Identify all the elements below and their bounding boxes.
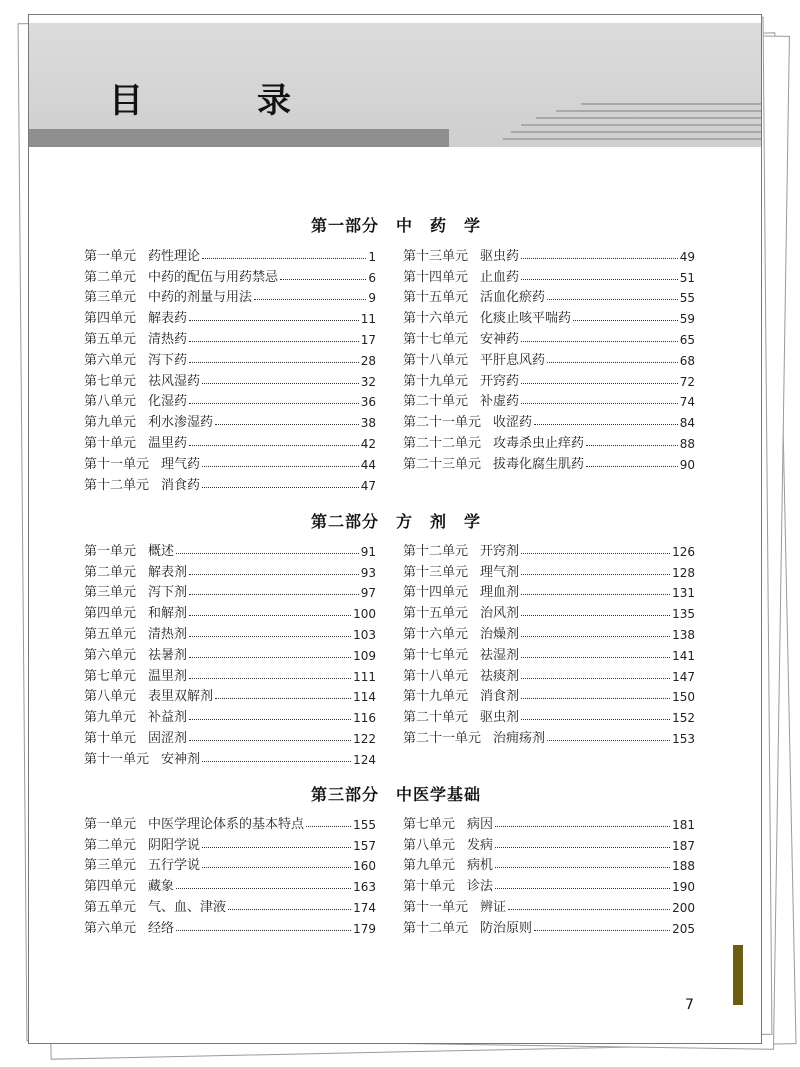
part-title: 第二部分 方 剂 学 <box>310 512 481 531</box>
toc-entry <box>84 704 376 725</box>
toc-entry-title: 消食剂 <box>480 689 520 705</box>
toc-unit: 第五单元 <box>84 331 137 347</box>
toc-leader-dots <box>189 740 351 741</box>
toc-entry <box>84 853 376 874</box>
toc-entry-title: 攻毒杀虫止痒药 <box>493 435 585 451</box>
toc-entry-title: 平肝息风药 <box>480 352 546 368</box>
toc-page-number: 181 <box>672 817 695 832</box>
toc-leader-dots <box>202 867 351 868</box>
toc-unit: 第十三单元 <box>403 564 469 580</box>
part-title: 第一部分 中 药 学 <box>310 216 481 235</box>
toc-entry <box>84 811 376 832</box>
toc-entry <box>84 243 376 264</box>
toc-page-number: 103 <box>353 627 376 642</box>
toc-leader-dots <box>215 424 359 425</box>
toc-unit: 第十五单元 <box>403 606 469 622</box>
toc-page-number: 1 <box>368 249 376 264</box>
toc-unit: 第九单元 <box>403 858 456 874</box>
toc-entry <box>403 559 695 580</box>
toc-unit: 第十五单元 <box>403 290 469 306</box>
toc-leader-dots <box>521 657 670 658</box>
toc-entry-title: 病因 <box>467 816 494 832</box>
toc-leader-dots <box>189 657 351 658</box>
toc-page-number: 128 <box>672 565 695 580</box>
toc-leader-dots <box>521 574 670 575</box>
toc-page <box>28 14 762 1044</box>
toc-entry <box>403 915 695 936</box>
toc-unit: 第六单元 <box>84 647 137 663</box>
toc-entry <box>84 451 376 472</box>
toc-entry <box>403 873 695 894</box>
toc-unit: 第十单元 <box>403 879 456 895</box>
toc-unit: 第八单元 <box>84 394 137 410</box>
toc-entry <box>403 368 695 389</box>
toc-unit: 第十九单元 <box>403 689 469 705</box>
toc-entry-title: 解表剂 <box>148 564 188 580</box>
toc-entry-title: 气、血、津液 <box>148 899 227 915</box>
toc-entry-title: 和解剂 <box>148 606 188 622</box>
toc-unit: 第一单元 <box>84 816 137 832</box>
toc-entry-title: 祛痰剂 <box>480 668 520 684</box>
toc-entry-title: 诊法 <box>467 879 494 895</box>
toc-unit: 第二十单元 <box>403 394 469 410</box>
toc-leader-dots <box>495 867 670 868</box>
toc-leader-dots <box>521 279 678 280</box>
toc-entry <box>403 684 695 705</box>
toc-leader-dots <box>254 299 366 300</box>
toc-page-number: 163 <box>353 880 376 895</box>
toc-entry <box>403 430 695 451</box>
toc-unit: 第九单元 <box>84 710 137 726</box>
toc-entry <box>403 409 695 430</box>
toc-entry <box>403 264 695 285</box>
toc-entry-title: 安神药 <box>480 331 520 347</box>
toc-unit: 第一单元 <box>84 543 137 559</box>
toc-entry <box>84 621 376 642</box>
toc-page-number: 155 <box>353 817 376 832</box>
toc-entry-title: 防治原则 <box>480 920 533 936</box>
toc-column-right <box>403 538 695 746</box>
toc-leader-dots <box>508 909 670 910</box>
header-stripes <box>501 103 761 143</box>
toc-entry-title: 表里双解剂 <box>148 689 214 705</box>
toc-entry-title: 活血化瘀药 <box>480 290 546 306</box>
toc-unit: 第二十三单元 <box>403 456 482 472</box>
toc-unit: 第七单元 <box>403 816 456 832</box>
toc-page-number: 11 <box>360 312 376 327</box>
toc-leader-dots <box>189 594 359 595</box>
toc-column-left <box>84 243 376 493</box>
toc-unit: 第四单元 <box>84 879 137 895</box>
toc-leader-dots <box>521 341 678 342</box>
toc-leader-dots <box>495 826 670 827</box>
toc-page-number: 74 <box>679 395 695 410</box>
header-bar <box>29 129 449 147</box>
toc-page-number: 97 <box>360 586 376 601</box>
toc-entry-title: 化湿药 <box>148 394 188 410</box>
toc-entry-title: 经络 <box>148 920 175 936</box>
toc-leader-dots <box>521 383 678 384</box>
toc-page-number: 187 <box>672 838 695 853</box>
toc-entry-title: 开窍药 <box>480 373 520 389</box>
toc-unit: 第十一单元 <box>403 899 469 915</box>
toc-entry <box>403 305 695 326</box>
toc-leader-dots <box>521 594 670 595</box>
toc-entry <box>403 451 695 472</box>
toc-page-number: 153 <box>672 731 695 746</box>
toc-entry-title: 药性理论 <box>148 248 201 264</box>
toc-entry-title: 收涩药 <box>493 415 533 431</box>
toc-entry <box>403 326 695 347</box>
toc-entry-title: 化痰止咳平喘药 <box>480 311 572 327</box>
toc-column-left <box>84 538 376 767</box>
toc-leader-dots <box>534 930 670 931</box>
toc-entry-title: 中药的剂量与用法 <box>148 290 253 306</box>
toc-page-number: 72 <box>679 374 695 389</box>
toc-page-number: 188 <box>672 859 695 874</box>
toc-unit: 第十一单元 <box>84 456 150 472</box>
toc-column-left <box>84 811 376 936</box>
toc-entry-title: 温里剂 <box>148 668 188 684</box>
toc-entry-title: 阴阳学说 <box>148 837 201 853</box>
toc-entry <box>84 559 376 580</box>
toc-page-number: 141 <box>672 648 695 663</box>
toc-entry <box>403 243 695 264</box>
toc-page-number: 116 <box>353 711 376 726</box>
toc-page-number: 28 <box>360 353 376 368</box>
toc-leader-dots <box>586 445 678 446</box>
toc-unit: 第十单元 <box>84 435 137 451</box>
toc-unit: 第三单元 <box>84 858 137 874</box>
toc-unit: 第二十单元 <box>403 710 469 726</box>
toc-leader-dots <box>189 636 351 637</box>
toc-page-number: 65 <box>679 332 695 347</box>
toc-unit: 第十九单元 <box>403 373 469 389</box>
toc-unit: 第二十一单元 <box>403 730 482 746</box>
toc-entry-title: 治痈疡剂 <box>493 730 546 746</box>
toc-page-number: 160 <box>353 859 376 874</box>
toc-leader-dots <box>521 636 670 637</box>
toc-unit: 第四单元 <box>84 606 137 622</box>
toc-unit: 第十四单元 <box>403 269 469 285</box>
toc-column-right <box>403 811 695 936</box>
toc-page-number: 38 <box>360 416 376 431</box>
toc-entry-title: 温里药 <box>148 435 188 451</box>
toc-unit: 第十单元 <box>84 730 137 746</box>
toc-entry-title: 泻下药 <box>148 352 188 368</box>
toc-leader-dots <box>306 826 351 827</box>
toc-entry <box>84 389 376 410</box>
toc-leader-dots <box>547 299 678 300</box>
toc-entry <box>84 873 376 894</box>
toc-entry <box>84 684 376 705</box>
toc-entry-title: 固涩剂 <box>148 730 188 746</box>
toc-entry-title: 理气剂 <box>480 564 520 580</box>
toc-entry <box>84 915 376 936</box>
toc-leader-dots <box>521 698 670 699</box>
toc-entry-title: 治风剂 <box>480 606 520 622</box>
toc-unit: 第四单元 <box>84 311 137 327</box>
part-title: 第三部分 中医学基础 <box>310 785 481 804</box>
toc-entry <box>84 538 376 559</box>
toc-page-number: 36 <box>360 395 376 410</box>
toc-leader-dots <box>176 930 351 931</box>
toc-unit: 第五单元 <box>84 626 137 642</box>
toc-page-number: 152 <box>672 711 695 726</box>
toc-page-number: 90 <box>679 457 695 472</box>
toc-leader-dots <box>521 678 670 679</box>
toc-page-number: 111 <box>353 669 376 684</box>
toc-entry <box>84 894 376 915</box>
toc-entry <box>84 663 376 684</box>
page-number: 7 <box>685 997 694 1013</box>
toc-page-number: 138 <box>672 627 695 642</box>
toc-entry <box>403 663 695 684</box>
toc-leader-dots <box>228 909 351 910</box>
toc-leader-dots <box>202 761 351 762</box>
toc-leader-dots <box>521 258 678 259</box>
toc-entry-title: 中药的配伍与用药禁忌 <box>148 269 279 285</box>
toc-entry-title: 利水渗湿药 <box>148 415 214 431</box>
toc-page-number: 51 <box>679 270 695 285</box>
toc-entry <box>84 642 376 663</box>
toc-leader-dots <box>176 553 359 554</box>
toc-entry-title: 清热药 <box>148 331 188 347</box>
toc-page-number: 114 <box>353 690 376 705</box>
toc-entry-title: 止血药 <box>480 269 520 285</box>
toc-page-number: 91 <box>360 544 376 559</box>
toc-entry-title: 补虚药 <box>480 394 520 410</box>
toc-leader-dots <box>573 320 678 321</box>
toc-page-number: 179 <box>353 921 376 936</box>
toc-entry <box>84 725 376 746</box>
toc-unit: 第八单元 <box>403 837 456 853</box>
toc-entry <box>403 894 695 915</box>
toc-entry <box>403 285 695 306</box>
toc-entry-title: 五行学说 <box>148 858 201 874</box>
toc-page-number: 47 <box>360 478 376 493</box>
toc-leader-dots <box>521 403 678 404</box>
toc-unit: 第十六单元 <box>403 311 469 327</box>
toc-leader-dots <box>521 719 670 720</box>
toc-unit: 第十八单元 <box>403 352 469 368</box>
toc-unit: 第六单元 <box>84 920 137 936</box>
toc-entry <box>84 285 376 306</box>
toc-leader-dots <box>547 740 670 741</box>
toc-page-number: 122 <box>353 731 376 746</box>
toc-entry-title: 泻下剂 <box>148 585 188 601</box>
toc-page-number: 157 <box>353 838 376 853</box>
toc-unit: 第五单元 <box>84 899 137 915</box>
toc-leader-dots <box>495 847 670 848</box>
toc-entry <box>403 600 695 621</box>
toc-entry <box>84 305 376 326</box>
toc-leader-dots <box>202 258 366 259</box>
toc-leader-dots <box>189 445 359 446</box>
toc-entry <box>403 642 695 663</box>
toc-unit: 第十二单元 <box>403 543 469 559</box>
toc-entry <box>84 600 376 621</box>
toc-unit: 第十三单元 <box>403 248 469 264</box>
toc-leader-dots <box>176 888 351 889</box>
toc-entry-title: 祛暑剂 <box>148 647 188 663</box>
toc-leader-dots <box>189 719 351 720</box>
toc-entry <box>403 853 695 874</box>
toc-entry <box>403 704 695 725</box>
toc-leader-dots <box>189 403 359 404</box>
toc-unit: 第十二单元 <box>84 477 150 493</box>
toc-leader-dots <box>189 615 351 616</box>
toc-unit: 第三单元 <box>84 585 137 601</box>
toc-entry <box>403 832 695 853</box>
toc-page-number: 9 <box>368 291 376 306</box>
toc-entry-title: 安神剂 <box>161 751 201 767</box>
toc-page-number: 84 <box>679 416 695 431</box>
toc-entry-title: 概述 <box>148 543 175 559</box>
toc-entry-title: 驱虫药 <box>480 248 520 264</box>
toc-page-number: 44 <box>360 457 376 472</box>
toc-entry-title: 理气药 <box>161 456 201 472</box>
page-edge-accent <box>733 945 743 1005</box>
toc-unit: 第十八单元 <box>403 668 469 684</box>
toc-unit: 第十七单元 <box>403 647 469 663</box>
toc-leader-dots <box>495 888 670 889</box>
toc-leader-dots <box>202 383 359 384</box>
toc-entry <box>84 746 376 767</box>
toc-page-number: 150 <box>672 690 695 705</box>
toc-entry-title: 清热剂 <box>148 626 188 642</box>
toc-entry <box>84 368 376 389</box>
toc-unit: 第七单元 <box>84 373 137 389</box>
toc-leader-dots <box>280 279 366 280</box>
toc-page-number: 17 <box>360 332 376 347</box>
toc-unit: 第八单元 <box>84 689 137 705</box>
toc-entry-title: 病机 <box>467 858 494 874</box>
toc-entry <box>403 725 695 746</box>
toc-leader-dots <box>521 553 670 554</box>
toc-entry <box>403 580 695 601</box>
toc-leader-dots <box>189 574 359 575</box>
page-title: 目 录 <box>109 81 331 121</box>
toc-entry <box>84 580 376 601</box>
toc-entry-title: 治燥剂 <box>480 626 520 642</box>
toc-entry <box>403 389 695 410</box>
toc-leader-dots <box>189 341 359 342</box>
toc-entry-title: 拔毒化腐生肌药 <box>493 456 585 472</box>
toc-leader-dots <box>547 362 678 363</box>
toc-entry <box>403 347 695 368</box>
toc-unit: 第一单元 <box>84 248 137 264</box>
toc-page-number: 6 <box>368 270 376 285</box>
toc-page-number: 174 <box>353 900 376 915</box>
toc-page-number: 126 <box>672 544 695 559</box>
toc-leader-dots <box>202 487 359 488</box>
toc-entry-title: 中医学理论体系的基本特点 <box>148 816 305 832</box>
toc-leader-dots <box>586 466 678 467</box>
toc-entry <box>84 430 376 451</box>
toc-unit: 第十七单元 <box>403 331 469 347</box>
toc-entry-title: 消食药 <box>161 477 201 493</box>
toc-page-number: 42 <box>360 436 376 451</box>
toc-leader-dots <box>189 320 359 321</box>
toc-entry-title: 开窍剂 <box>480 543 520 559</box>
toc-entry <box>84 409 376 430</box>
toc-page-number: 100 <box>353 607 376 622</box>
toc-page-number: 68 <box>679 353 695 368</box>
toc-page-number: 131 <box>672 586 695 601</box>
toc-page-number: 88 <box>679 436 695 451</box>
toc-unit: 第六单元 <box>84 352 137 368</box>
toc-entry <box>403 538 695 559</box>
toc-page-number: 32 <box>360 374 376 389</box>
toc-entry-title: 藏象 <box>148 879 175 895</box>
toc-unit: 第七单元 <box>84 668 137 684</box>
toc-unit: 第三单元 <box>84 290 137 306</box>
toc-entry <box>84 347 376 368</box>
toc-unit: 第十一单元 <box>84 751 150 767</box>
toc-column-right <box>403 243 695 472</box>
toc-unit: 第二单元 <box>84 269 137 285</box>
toc-leader-dots <box>202 847 351 848</box>
toc-entry <box>84 326 376 347</box>
toc-leader-dots <box>189 362 359 363</box>
toc-leader-dots <box>189 678 351 679</box>
toc-page-number: 49 <box>679 249 695 264</box>
toc-entry-title: 祛风湿药 <box>148 373 201 389</box>
toc-unit: 第十四单元 <box>403 585 469 601</box>
toc-entry <box>403 621 695 642</box>
toc-page-number: 147 <box>672 669 695 684</box>
toc-leader-dots <box>521 615 670 616</box>
toc-page-number: 59 <box>679 312 695 327</box>
toc-unit: 第二十一单元 <box>403 415 482 431</box>
toc-page-number: 109 <box>353 648 376 663</box>
toc-leader-dots <box>202 466 359 467</box>
toc-entry <box>84 472 376 493</box>
toc-page-number: 200 <box>672 900 695 915</box>
toc-page-number: 124 <box>353 752 376 767</box>
toc-page-number: 93 <box>360 565 376 580</box>
toc-entry-title: 理血剂 <box>480 585 520 601</box>
toc-leader-dots <box>215 698 351 699</box>
toc-entry-title: 辨证 <box>480 899 507 915</box>
toc-unit: 第十六单元 <box>403 626 469 642</box>
toc-entry <box>84 264 376 285</box>
toc-unit: 第九单元 <box>84 415 137 431</box>
toc-entry-title: 驱虫剂 <box>480 710 520 726</box>
toc-unit: 第二单元 <box>84 837 137 853</box>
toc-page-number: 205 <box>672 921 695 936</box>
toc-unit: 第二十二单元 <box>403 435 482 451</box>
toc-page-number: 135 <box>672 607 695 622</box>
toc-unit: 第十二单元 <box>403 920 469 936</box>
toc-entry <box>84 832 376 853</box>
toc-entry-title: 祛湿剂 <box>480 647 520 663</box>
toc-entry-title: 发病 <box>467 837 494 853</box>
toc-page-number: 55 <box>679 291 695 306</box>
toc-page-number: 190 <box>672 880 695 895</box>
toc-leader-dots <box>534 424 678 425</box>
toc-unit: 第二单元 <box>84 564 137 580</box>
toc-entry <box>403 811 695 832</box>
toc-entry-title: 补益剂 <box>148 710 188 726</box>
toc-entry-title: 解表药 <box>148 311 188 327</box>
